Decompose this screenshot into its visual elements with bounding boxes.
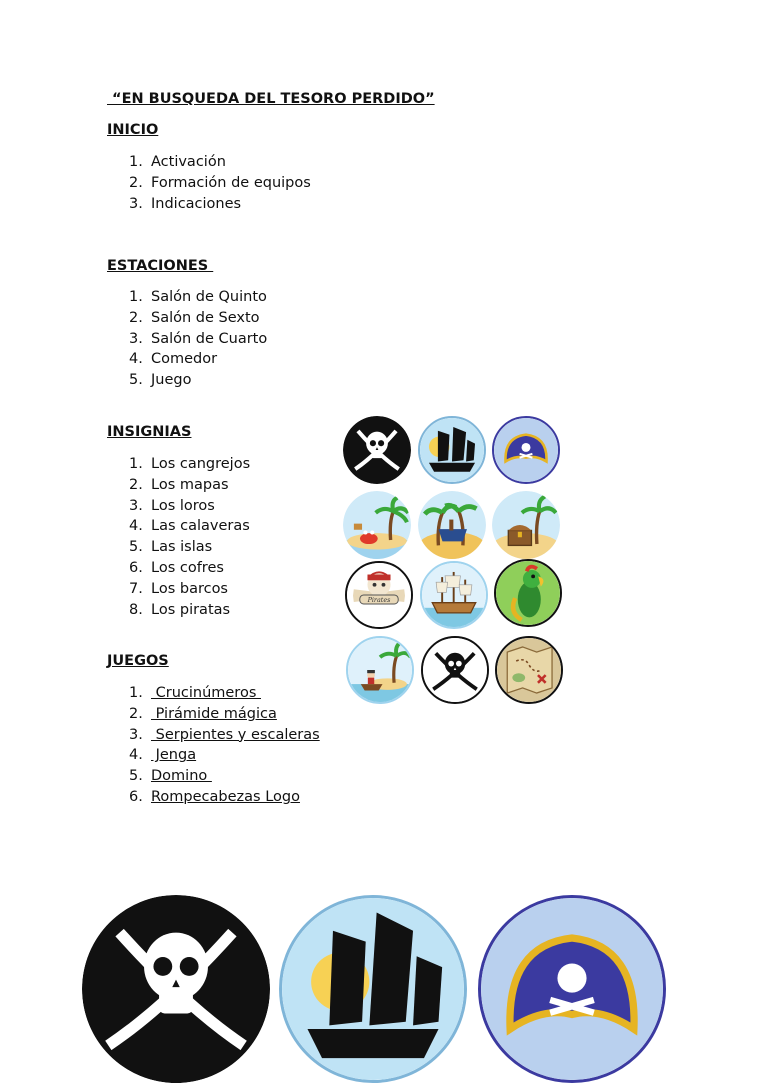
game-link[interactable]: Pirámide mágica xyxy=(151,705,277,722)
list-item: 2. Los mapas xyxy=(129,476,229,493)
list-item[interactable]: 1. Crucinúmeros xyxy=(129,683,320,704)
heading-juegos: JUEGOS xyxy=(107,653,169,669)
heading-inicio: INICIO xyxy=(107,122,159,138)
list-item: 3. Indicaciones xyxy=(129,195,242,212)
game-link[interactable]: Serpientes y escaleras xyxy=(151,726,320,743)
game-link[interactable]: Domino xyxy=(151,768,212,785)
parrot-icon xyxy=(494,559,562,627)
list-item: 1. Los cangrejos xyxy=(129,456,251,472)
list-estaciones xyxy=(129,287,267,391)
game-link[interactable]: Crucinúmeros xyxy=(151,685,261,701)
large-pirate-ship-silhouette-icon xyxy=(279,895,467,1083)
pirate-boat-island-icon xyxy=(346,636,414,704)
list-item: 5. Las islas xyxy=(129,539,213,556)
crab-island-icon xyxy=(343,491,411,559)
list-item: 2. Salón de Sexto xyxy=(129,309,260,326)
list-item: 6. Los cofres xyxy=(129,559,224,576)
treasure-map-icon xyxy=(495,636,563,704)
game-link[interactable]: Jenga xyxy=(151,747,197,764)
list-item[interactable]: 3. Serpientes y escaleras xyxy=(129,725,320,746)
large-skull-crossed-swords-icon xyxy=(82,895,270,1083)
list-inicio xyxy=(129,152,311,214)
list-item: 1. Salón de Quinto xyxy=(129,289,267,305)
list-item: 7. Los barcos xyxy=(129,580,228,597)
treasure-chest-island-icon xyxy=(492,491,560,559)
list-item: 2. Formación de equipos xyxy=(129,174,311,191)
list-item: 5. Juego xyxy=(129,372,192,389)
list-item: 4. Las calaveras xyxy=(129,518,250,535)
heading-estaciones: ESTACIONES xyxy=(107,258,214,274)
list-item[interactable]: 6. Rompecabezas Logo xyxy=(129,787,320,808)
pirate-ship-silhouette-icon xyxy=(418,416,486,484)
pirates-banner-text: Pirates xyxy=(367,596,391,605)
list-juegos xyxy=(129,683,320,808)
treasure-map-island-icon xyxy=(418,491,486,559)
list-item[interactable]: 5. Domino xyxy=(129,766,320,787)
list-item: 4. Comedor xyxy=(129,351,218,368)
list-item[interactable]: 4. Jenga xyxy=(129,745,320,766)
list-item: 3. Los loros xyxy=(129,497,215,514)
large-pirate-hat-icon xyxy=(478,895,666,1083)
game-link[interactable]: Rompecabezas Logo xyxy=(151,788,300,805)
list-item[interactable]: 2. Pirámide mágica xyxy=(129,704,320,725)
list-insignias xyxy=(129,454,250,620)
pirate-skull-banner-icon xyxy=(345,561,413,629)
list-item: 8. Los piratas xyxy=(129,601,231,618)
list-item: 3. Salón de Cuarto xyxy=(129,330,268,347)
skull-swords-white-icon xyxy=(421,636,489,704)
skull-crossed-swords-icon xyxy=(343,416,411,484)
pirate-hat-icon xyxy=(492,416,560,484)
heading-insignias: INSIGNIAS xyxy=(107,424,192,440)
list-item: 1. Activación xyxy=(129,154,226,170)
pirate-ship-sea-icon xyxy=(420,561,488,629)
document-title: “EN BUSQUEDA DEL TESORO PERDIDO” xyxy=(107,91,435,107)
